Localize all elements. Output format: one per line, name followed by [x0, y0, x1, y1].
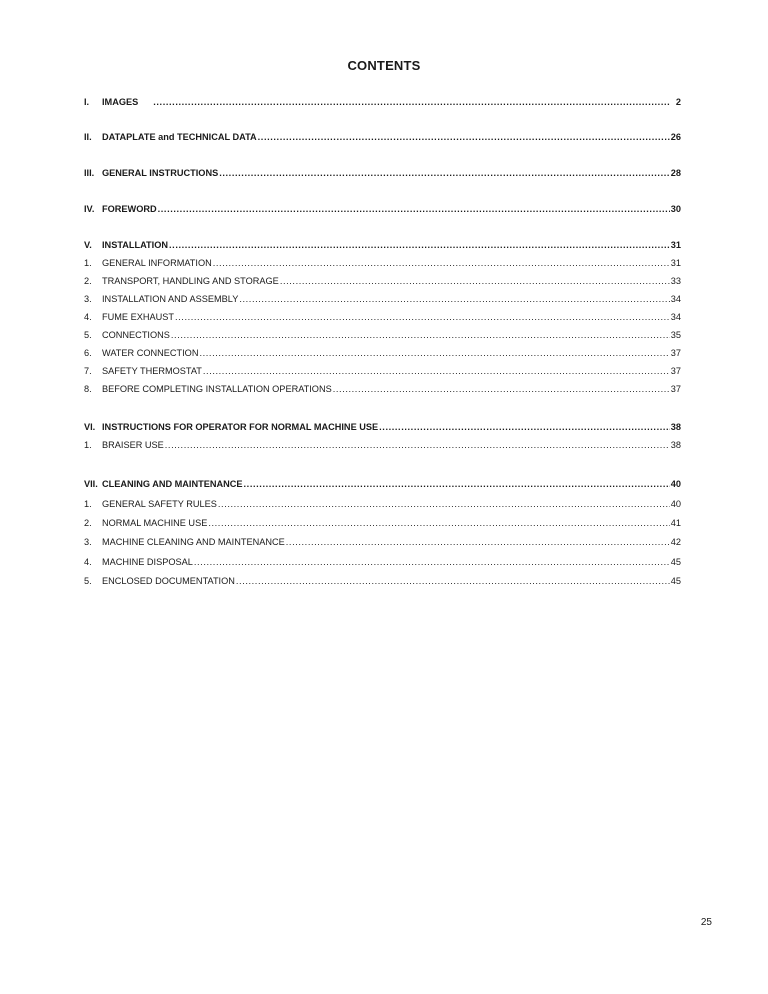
toc-entry-number: 3.	[84, 294, 92, 304]
toc-leader-dots	[158, 203, 670, 215]
toc-entry-number: 7.	[84, 366, 92, 376]
toc-entry-general-safety-rules[interactable]	[84, 498, 681, 510]
toc-entry-safety-thermostat[interactable]	[84, 365, 681, 377]
toc-entry-number: II.	[84, 132, 92, 142]
toc-entry-label: CONNECTIONS	[102, 330, 170, 340]
toc-leader-dots	[153, 96, 670, 108]
toc-entry-number: VI.	[84, 422, 96, 432]
toc-entry-label: WATER CONNECTION	[102, 348, 199, 358]
toc-entry-number: 2.	[84, 276, 92, 286]
toc-entry-page: 38	[670, 422, 681, 432]
toc-leader-dots	[258, 131, 670, 143]
toc-entry-connections[interactable]	[84, 329, 681, 341]
toc-entry-page: 38	[670, 440, 681, 450]
toc-entry-number: 5.	[84, 330, 92, 340]
toc-leader-dots	[280, 275, 670, 287]
toc-entry-page: 45	[670, 576, 681, 586]
page-number: 25	[700, 917, 712, 928]
toc-entry-installation[interactable]	[84, 239, 681, 251]
toc-entry-label: IMAGES	[102, 97, 139, 107]
toc-leader-dots	[165, 439, 670, 451]
toc-entry-page: 40	[670, 479, 681, 489]
toc-entry-before-completing[interactable]	[84, 383, 681, 395]
toc-entry-label: DATAPLATE and TECHNICAL DATA	[102, 132, 257, 142]
toc-entry-label: SAFETY THERMOSTAT	[102, 366, 202, 376]
toc-entry-page: 35	[670, 330, 681, 340]
toc-entry-label: BRAISER USE	[102, 440, 164, 450]
toc-entry-label: FUME EXHAUST	[102, 312, 174, 322]
toc-leader-dots	[203, 365, 670, 377]
toc-entry-number: 5.	[84, 576, 92, 586]
toc-entry-number: 4.	[84, 312, 92, 322]
toc-entry-label: INSTALLATION	[102, 240, 169, 250]
toc-leader-dots	[333, 383, 670, 395]
toc-entry-page: 37	[670, 348, 681, 358]
toc-entry-label: GENERAL INSTRUCTIONS	[102, 168, 219, 178]
toc-entry-page: 34	[670, 312, 681, 322]
toc-entry-number: 6.	[84, 348, 92, 358]
toc-entry-operator-instructions[interactable]	[84, 421, 681, 433]
toc-entry-dataplate[interactable]	[84, 131, 681, 143]
toc-entry-cleaning-maintenance[interactable]	[84, 478, 681, 490]
toc-entry-water-connection[interactable]	[84, 347, 681, 359]
toc-entry-page: 40	[670, 499, 681, 509]
toc-leader-dots	[208, 517, 669, 529]
page-title: CONTENTS	[347, 58, 421, 73]
toc-entry-page: 28	[670, 168, 681, 178]
toc-entry-number: V.	[84, 240, 92, 250]
toc-leader-dots	[239, 293, 669, 305]
toc-leader-dots	[244, 478, 670, 490]
toc-entry-page: 37	[670, 384, 681, 394]
toc-entry-foreword[interactable]	[84, 203, 681, 215]
toc-entry-braiser-use[interactable]	[84, 439, 681, 451]
toc-entry-number: 8.	[84, 384, 92, 394]
toc-entry-machine-cleaning[interactable]	[84, 536, 681, 548]
toc-entry-label: MACHINE DISPOSAL	[102, 557, 193, 567]
toc-entry-transport[interactable]	[84, 275, 681, 287]
toc-entry-label: ENCLOSED DOCUMENTATION	[102, 576, 235, 586]
toc-entry-page: 26	[670, 132, 681, 142]
toc-entry-label: NORMAL MACHINE USE	[102, 518, 208, 528]
toc-entry-label: MACHINE CLEANING AND MAINTENANCE	[102, 537, 285, 547]
toc-entry-page: 42	[670, 537, 681, 547]
toc-entry-page: 30	[670, 204, 681, 214]
toc-entry-label: INSTRUCTIONS FOR OPERATOR FOR NORMAL MACHINE USE	[102, 422, 379, 432]
toc-entry-fume-exhaust[interactable]	[84, 311, 681, 323]
toc-entry-label: GENERAL INFORMATION	[102, 258, 212, 268]
toc-entry-page: 2	[675, 97, 681, 107]
toc-entry-general-instructions[interactable]	[84, 167, 681, 179]
toc-entry-installation-assembly[interactable]	[84, 293, 681, 305]
toc-entry-images[interactable]	[84, 96, 681, 108]
toc-entry-machine-disposal[interactable]	[84, 556, 681, 568]
toc-entry-page: 31	[670, 240, 681, 250]
toc-entry-page: 34	[670, 294, 681, 304]
toc-leader-dots	[194, 556, 670, 568]
toc-leader-dots	[379, 421, 670, 433]
toc-entry-number: 4.	[84, 557, 92, 567]
toc-entry-number: VII.	[84, 479, 98, 489]
toc-entry-general-information[interactable]	[84, 257, 681, 269]
toc-entry-number: IV.	[84, 204, 95, 214]
toc-entry-number: 1.	[84, 499, 92, 509]
toc-entry-page: 33	[670, 276, 681, 286]
toc-entry-page: 37	[670, 366, 681, 376]
toc-entry-label: BEFORE COMPLETING INSTALLATION OPERATIONS	[102, 384, 332, 394]
toc-entry-page: 45	[670, 557, 681, 567]
toc-entry-number: I.	[84, 97, 90, 107]
toc-entry-number: 1.	[84, 440, 92, 450]
toc-entry-page: 41	[670, 518, 681, 528]
toc-entry-number: 1.	[84, 258, 92, 268]
toc-entry-number: 2.	[84, 518, 92, 528]
toc-entry-label: TRANSPORT, HANDLING AND STORAGE	[102, 276, 279, 286]
toc-leader-dots	[213, 257, 670, 269]
toc-entry-label: INSTALLATION AND ASSEMBLY	[102, 294, 239, 304]
toc-leader-dots	[169, 239, 670, 251]
toc-leader-dots	[218, 498, 670, 510]
toc-entry-enclosed-documentation[interactable]	[84, 575, 681, 587]
toc-leader-dots	[219, 167, 670, 179]
toc-leader-dots	[175, 311, 670, 323]
toc-entry-label: CLEANING AND MAINTENANCE	[102, 479, 243, 489]
toc-entry-label: FOREWORD	[102, 204, 157, 214]
toc-entry-number: III.	[84, 168, 95, 178]
toc-leader-dots	[236, 575, 670, 587]
toc-leader-dots	[286, 536, 670, 548]
toc-leader-dots	[199, 347, 669, 359]
toc-entry-page: 31	[670, 258, 681, 268]
toc-leader-dots	[171, 329, 670, 341]
toc-entry-label: GENERAL SAFETY RULES	[102, 499, 217, 509]
toc-entry-normal-machine-use[interactable]	[84, 517, 681, 529]
toc-entry-number: 3.	[84, 537, 92, 547]
